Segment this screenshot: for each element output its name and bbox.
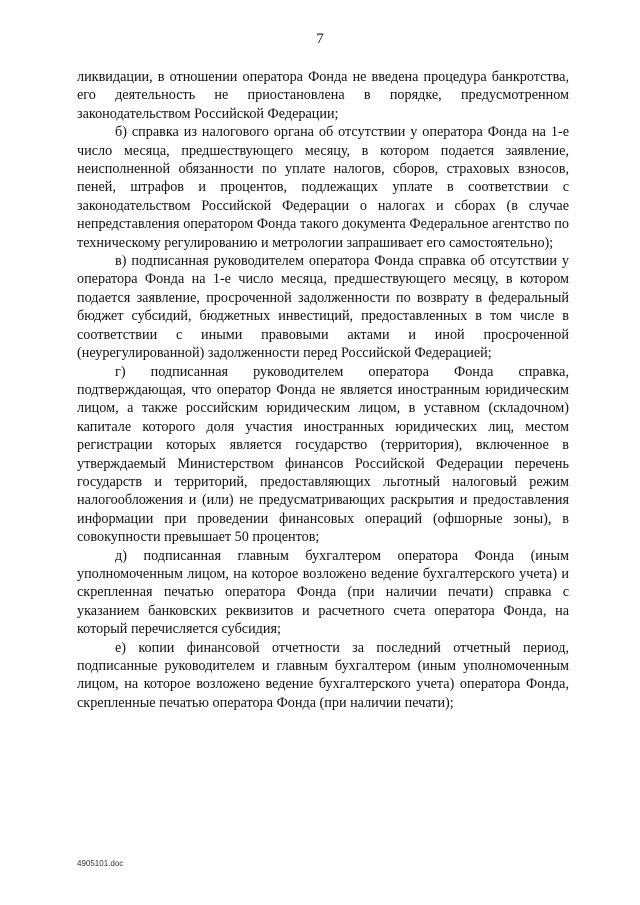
paragraph-e: е) копии финансовой отчетности за последний отчетный период, подписанные руководителем и главным бухгалтером (иным уполномоченным лицом, на которое возложено ведение бухгалтерского учета) оператора Фонда, скрепленные печатью оператора Фонда (при наличии печати); (77, 639, 569, 711)
paragraph-v: в) подписанная руководителем оператора Фонда справка об отсутствии у оператора Фонда на 1-е число месяца, предшествующего месяцу, в котором подается заявление, просроченной задолженности по возврату в федеральный бюджет субсидий, бюджетных инвестиций, предоставленных в том числе в соответствии с иными правовыми актами и иной просроченной (неурегулированной) задолженности перед Российской Федерацией; (77, 253, 569, 362)
paragraph-b: б) справка из налогового органа об отсутствии у оператора Фонда на 1-е число месяца, предшествующего месяцу, в котором подается заявление, неисполненной обязанности по уплате налогов, сборов, страховых взносов, пеней, штрафов и процентов, подлежащих уплате в соответствии с законодательством Российской Федерации о налогах и сборах (в случае непредставления оператором Фонда такого документа Федеральное агентство по техническому регулированию и метрологии запрашивает его самостоятельно); (77, 124, 569, 251)
paragraph-g: г) подписанная руководителем оператора Фонда справка, подтверждающая, что оператор Фонда не является иностранным юридическим лицом, а также российским юридическим лицом, в уставном (складочном) капитале которого доля участия иностранных юридических лиц, местом регистрации которых является государство (территория), включенное в утверждаемый Министерством финансов Российской Федерации перечень государств и территорий, предоставляющих льготный налоговый режим налогообложения и (или) не предусматривающих раскрытия и предоставления информации при проведении финансовых операций (офшорные зоны), в совокупности превышает 50 процентов; (77, 363, 569, 546)
paragraph-continuation: ликвидации, в отношении оператора Фонда не введена процедура банкротства, его деятельность не приостановлена в порядке, предусмотренном законодательством Российской Федерации; (77, 69, 569, 122)
document-body (77, 68, 569, 712)
file-name-footer: 4905101.doc (77, 859, 124, 868)
paragraph-d: д) подписанная главным бухгалтером оператора Фонда (иным уполномоченным лицом, на которое возложено ведение бухгалтерского учета) и скрепленная печатью оператора Фонда (при наличии печати) справка с указанием банковских реквизитов и расчетного счета оператора Фонда, на который перечисляется субсидия; (77, 547, 569, 638)
page-number: 7 (316, 31, 324, 47)
